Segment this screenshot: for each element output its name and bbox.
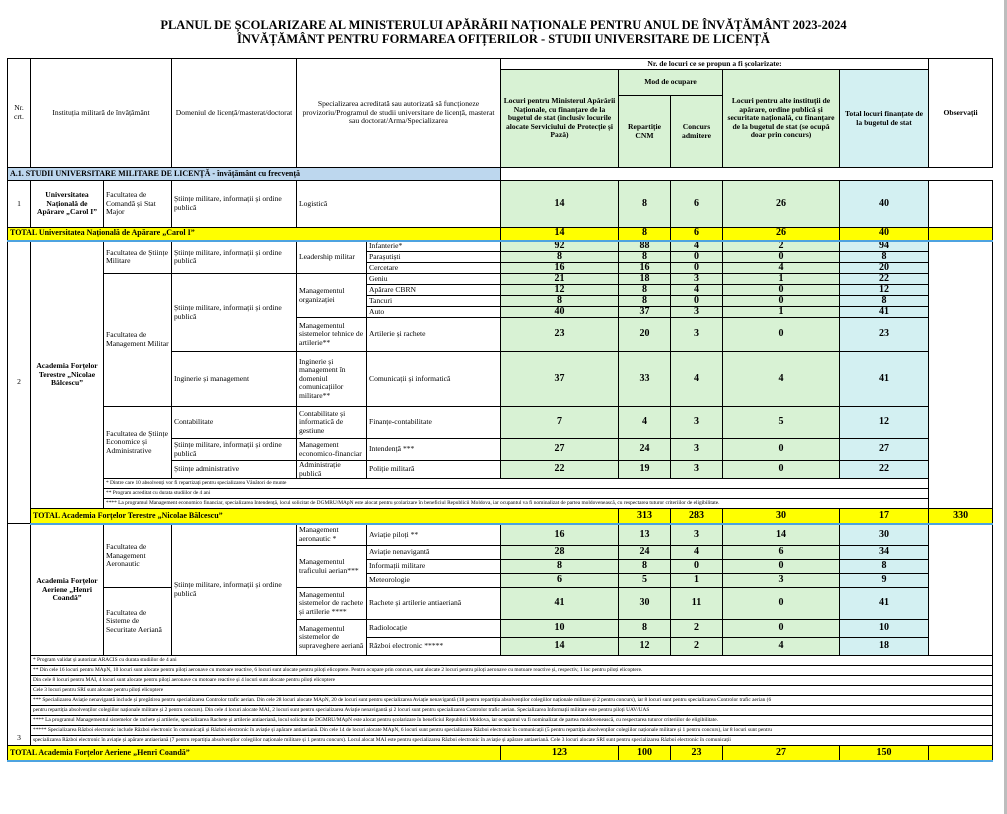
institution-name: Academia Forțelor Terestre „Nicolae Bălcescu” <box>31 241 104 509</box>
header-cnm: Repartiție CNM <box>619 96 671 168</box>
value-cnm: 5 <box>619 574 671 588</box>
program-name: Management aeronautic * <box>297 524 367 546</box>
specialization-name: Tancuri <box>367 296 501 307</box>
value-other: 26 <box>723 181 840 228</box>
value-admission: 1 <box>671 574 723 588</box>
value-total: 22 <box>840 461 929 479</box>
value-admission: 3 <box>671 461 723 479</box>
value-admission: 2 <box>671 638 723 656</box>
row-nr: 3 <box>8 524 31 746</box>
value-total: 27 <box>840 439 929 461</box>
value-admission: 3 <box>671 407 723 439</box>
total-admission: 6 <box>671 228 723 241</box>
faculty-name: Facultatea de Management Militar <box>104 274 172 407</box>
header-admission: Concurs admitere <box>671 96 723 168</box>
value-other: 6 <box>723 546 840 560</box>
value-other: 0 <box>723 560 840 574</box>
value-cnm: 24 <box>619 546 671 560</box>
value-cnm: 20 <box>619 318 671 352</box>
domain-name: Științe militare, informații și ordine publică <box>172 241 297 274</box>
value-other: 0 <box>723 620 840 638</box>
value-mapn: 16 <box>501 263 619 274</box>
domain-name: Științe militare, informații și ordine publică <box>172 181 297 228</box>
specialization-name: Război electronic ***** <box>367 638 501 656</box>
footnote: * Program validat și autorizat ARACIS cu durata studiilor de 4 ani <box>31 656 993 666</box>
value-mapn: 14 <box>501 181 619 228</box>
header-seats: Nr. de locuri ce se propun a fi școlarizate: <box>501 59 929 70</box>
value-total: 41 <box>840 352 929 407</box>
total-total: 150 <box>840 746 929 761</box>
value-cnm: 8 <box>619 285 671 296</box>
value-admission: 4 <box>671 241 723 252</box>
value-total: 41 <box>840 307 929 318</box>
total-total: 330 <box>929 509 993 524</box>
value-mapn: 10 <box>501 620 619 638</box>
domain-name: Contabilitate <box>172 407 297 439</box>
value-mapn: 16 <box>501 524 619 546</box>
total-total: 40 <box>840 228 929 241</box>
header-domain: Domeniul de licență/masterat/doctorat <box>172 59 297 168</box>
value-cnm: 8 <box>619 560 671 574</box>
header-observations: Observații <box>929 59 993 168</box>
value-cnm: 88 <box>619 241 671 252</box>
footnote: Cele 3 locuri pentru SRI sunt alocate pentru piloți elicoptere <box>31 686 993 696</box>
value-mapn: 22 <box>501 461 619 479</box>
value-total: 34 <box>840 546 929 560</box>
specialization-name: Infanterie* <box>367 241 501 252</box>
value-other: 0 <box>723 296 840 307</box>
value-cnm: 19 <box>619 461 671 479</box>
value-other: 4 <box>723 263 840 274</box>
program-name: Managementul sistemelor tehnice de artilerie** <box>297 318 367 352</box>
institution-name: Universitatea Națională de Apărare „Carol I” <box>31 181 104 228</box>
value-mapn: 8 <box>501 252 619 263</box>
specialization-name: Aviație nenavigantă <box>367 546 501 560</box>
faculty-name: Facultatea de Sisteme de Securitate Aeriană <box>104 588 172 656</box>
value-admission: 4 <box>671 352 723 407</box>
value-admission: 4 <box>671 285 723 296</box>
footnote: specializarea Război electronic în aviație și apărare antiaeriană (7 pentru repartiția absolvenților colegiilor naționale militare și 1 pentru concurs). Locul alocat MAI este pentru specializarea Război electronic în aviație și apărare antiaeriană. Cele 3 locuri alocate SRI sunt pentru specializarea Război electronic în comunicații <box>31 736 993 746</box>
total-other: 27 <box>723 746 840 761</box>
value-cnm: 24 <box>619 439 671 461</box>
section-heading: A.1. STUDII UNIVERSITARE MILITARE DE LICENȚĂ - învățământ cu frecvență <box>8 168 501 181</box>
total-cnm: 100 <box>619 746 671 761</box>
value-total: 20 <box>840 263 929 274</box>
header-institution: Instituția militară de învățământ <box>31 59 172 168</box>
specialization-name: Radiolocație <box>367 620 501 638</box>
value-mapn: 37 <box>501 352 619 407</box>
specialization-name: Artilerie și rachete <box>367 318 501 352</box>
value-other: 4 <box>723 638 840 656</box>
footnote: * Dintre care 10 absolvenți vor fi repartizați pentru specializarea Vânători de munte <box>104 479 993 489</box>
specialization-name: Informații militare <box>367 560 501 574</box>
value-total: 40 <box>840 181 929 228</box>
value-admission: 3 <box>671 318 723 352</box>
value-other: 0 <box>723 285 840 296</box>
value-admission: 4 <box>671 546 723 560</box>
total-other: 17 <box>840 509 929 524</box>
specialization-name: Poliție militară <box>367 461 501 479</box>
faculty-name: Facultatea de Științe Economice și Administrative <box>104 407 172 479</box>
total-mapn: 123 <box>501 746 619 761</box>
row-nr: 2 <box>8 241 31 524</box>
domain-name: Științe militare, informații și ordine publică <box>172 274 297 352</box>
total-mapn: 313 <box>619 509 671 524</box>
value-cnm: 8 <box>619 620 671 638</box>
specialization-name: Finanțe-contabilitate <box>367 407 501 439</box>
program-name: Contabilitate și informatică de gestiune <box>297 407 367 439</box>
program-name: Administrație publică <box>297 461 367 479</box>
value-total: 8 <box>840 252 929 263</box>
specialization-name: Intendență *** <box>367 439 501 461</box>
value-cnm: 8 <box>619 296 671 307</box>
value-mapn: 7 <box>501 407 619 439</box>
footnote: ** Din cele 16 locuri pentru MApN, 10 locuri sunt alocate pentru piloți aeronave cu motoare reactive, 6 locuri sunt alocate pentru piloți elicoptere. Pentru ocupare prin concurs, sunt alocate 2 locuri pentru piloți aeronave cu motoare reactive și, respectiv, 1 loc pentru piloți elicoptere. <box>31 666 993 676</box>
total-cnm: 8 <box>619 228 671 241</box>
value-cnm: 12 <box>619 638 671 656</box>
value-mapn: 41 <box>501 588 619 620</box>
domain-name: Științe militare, informații și ordine publică <box>172 524 297 656</box>
value-cnm: 16 <box>619 263 671 274</box>
value-other: 0 <box>723 588 840 620</box>
total-label: TOTAL Academia Forțelor Terestre „Nicolae Bălcescu” <box>31 509 619 524</box>
footnote: *** Specializarea Aviație nenavigantă include și pregătirea pentru specializarea Controlor trafic aerian. Din cele 28 locuri alocate MApN, 20 de locuri sunt pentru specializarea Aviație nenavigantă (18 pentru repartiția absolvenților colegiilor naționale militare și 2 pentru concurs), iar 8 locuri sunt pentru specializarea Controlor trafic aerian (6 <box>31 696 993 706</box>
footnote: **** La programul Managementul sistemelor de rachete și artilerie, specializarea Rachete și artilerie antiaeriană, locul solicitat de DGMRU/MApN este alocat pentru școlarizare în beneficiul Republicii Moldova, iar ocupantul va fi nominalizat de partea moldovenească, cu respectarea tuturor criteriilor de eligibilitate. <box>31 716 993 726</box>
value-total: 23 <box>840 318 929 352</box>
value-mapn: 27 <box>501 439 619 461</box>
value-mapn: 23 <box>501 318 619 352</box>
specialization-name: Parașutiști <box>367 252 501 263</box>
header-nr: Nr. crt. <box>8 59 31 168</box>
specialization-name: Comunicații și informatică <box>367 352 501 407</box>
value-mapn: 8 <box>501 296 619 307</box>
value-mapn: 28 <box>501 546 619 560</box>
total-label: TOTAL Academia Forțelor Aeriene „Henri Coandă” <box>8 746 501 761</box>
value-cnm: 30 <box>619 588 671 620</box>
value-admission: 3 <box>671 439 723 461</box>
value-total: 12 <box>840 407 929 439</box>
header-other-institutions: Locuri pentru alte instituții de apărare, ordine publică și securitate națională, cu finanțare de la bugetul de stat (se ocupă doar prin concurs) <box>723 70 840 168</box>
specialization-name: Aviație piloți ** <box>367 524 501 546</box>
value-total: 30 <box>840 524 929 546</box>
footnote: pentru repartiția absolvenților colegiilor naționale militare și 2 pentru concurs). Din cele 4 locuri alocate MAI, 2 locuri sunt pentru specializarea Aviație nenavigantă și 2 locuri sunt pentru specializarea Controlor trafic aerian. Specializarea Informații militare este pentru piloți UAV/UAS <box>31 706 993 716</box>
value-mapn: 40 <box>501 307 619 318</box>
value-mapn: 6 <box>501 574 619 588</box>
value-admission: 0 <box>671 263 723 274</box>
value-other: 0 <box>723 318 840 352</box>
faculty-name: Facultatea de Științe Militare <box>104 241 172 274</box>
specialization-name: Logistică <box>297 181 501 228</box>
value-admission: 2 <box>671 620 723 638</box>
value-total: 10 <box>840 620 929 638</box>
specialization-name: Rachete și artilerie antiaeriană <box>367 588 501 620</box>
schooling-plan-table <box>7 58 993 762</box>
program-name: Inginerie și management în domeniul comunicațiilor militare** <box>297 352 367 407</box>
value-cnm: 33 <box>619 352 671 407</box>
value-total: 9 <box>840 574 929 588</box>
value-cnm: 4 <box>619 407 671 439</box>
value-mapn: 8 <box>501 560 619 574</box>
total-mapn: 14 <box>501 228 619 241</box>
program-name: Managementul traficului aerian*** <box>297 546 367 588</box>
value-admission: 0 <box>671 296 723 307</box>
program-name: Management economico-financiar <box>297 439 367 461</box>
document-title-line1: PLANUL DE ȘCOLARIZARE AL MINISTERULUI APĂRĂRII NAȚIONALE PENTRU ANUL DE ÎNVĂȚĂMÂNT 2023-2024 <box>160 18 847 32</box>
value-other: 3 <box>723 574 840 588</box>
specialization-name: Cercetare <box>367 263 501 274</box>
total-admission: 30 <box>723 509 840 524</box>
value-total: 8 <box>840 296 929 307</box>
institution-name: Academia Forțelor Aeriene „Henri Coandă” <box>31 524 104 656</box>
value-other: 0 <box>723 461 840 479</box>
value-other: 1 <box>723 307 840 318</box>
value-other: 1 <box>723 274 840 285</box>
value-total: 22 <box>840 274 929 285</box>
domain-name: Inginerie și management <box>172 352 297 407</box>
total-cnm: 283 <box>671 509 723 524</box>
value-other: 0 <box>723 252 840 263</box>
program-name: Leadership militar <box>297 241 367 274</box>
value-cnm: 8 <box>619 181 671 228</box>
header-mapn-seats: Locuri pentru Ministerul Apărării Naționale, cu finanțare de la bugetul de stat (inclusiv locurile alocate Serviciului de Protecție și Pază) <box>501 70 619 168</box>
header-occupation-mode: Mod de ocupare <box>619 70 723 96</box>
footnote: Din cele 8 locuri pentru MAI, 4 locuri sunt alocate pentru piloți aeronave cu motoare reactive și 4 locuri sunt alocate pentru piloți elicoptere <box>31 676 993 686</box>
value-other: 5 <box>723 407 840 439</box>
value-admission: 3 <box>671 307 723 318</box>
value-total: 8 <box>840 560 929 574</box>
value-cnm: 13 <box>619 524 671 546</box>
program-name: Managementul sistemelor de supraveghere aeriană <box>297 620 367 656</box>
header-specialization: Specializarea acreditată sau autorizată să funcționeze provizoriu/Programul de studii universitare de licență, masterat sau doctorat/Arma/Specializarea <box>297 59 501 168</box>
faculty-name: Facultatea de Comandă și Stat Major <box>104 181 172 228</box>
value-other: 4 <box>723 352 840 407</box>
value-admission: 0 <box>671 560 723 574</box>
total-admission: 23 <box>671 746 723 761</box>
program-name: Managementul organizației <box>297 274 367 318</box>
value-other: 2 <box>723 241 840 252</box>
value-admission: 6 <box>671 181 723 228</box>
value-admission: 3 <box>671 524 723 546</box>
faculty-name: Facultatea de Management Aeronautic <box>104 524 172 588</box>
value-cnm: 37 <box>619 307 671 318</box>
value-total: 94 <box>840 241 929 252</box>
domain-name: Științe administrative <box>172 461 297 479</box>
specialization-name: Auto <box>367 307 501 318</box>
specialization-name: Apărare CBRN <box>367 285 501 296</box>
value-admission: 3 <box>671 274 723 285</box>
footnote: ***** Specializarea Război electronic include Război electronic în comunicații și Război electronic în aviație și apărare antiaeriană. Din cele 14 de locuri alocate MApN, 6 locuri sunt pentru specializarea Război electronic în comunicații (5 pentru repartiția absolvenților colegiilor naționale militare și 1 pentru concurs), iar 8 locuri sunt pentru <box>31 726 993 736</box>
program-name: Managementul sistemelor de rachete și artilerie **** <box>297 588 367 620</box>
value-mapn: 21 <box>501 274 619 285</box>
row-nr: 1 <box>8 181 31 228</box>
document-title-line2: ÎNVĂȚĂMÂNT PENTRU FORMAREA OFIȚERILOR - STUDII UNIVERSITARE DE LICENȚĂ <box>237 32 770 46</box>
value-total: 18 <box>840 638 929 656</box>
value-cnm: 18 <box>619 274 671 285</box>
total-label: TOTAL Universitatea Națională de Apărare „Carol I” <box>8 228 501 241</box>
value-mapn: 12 <box>501 285 619 296</box>
domain-name: Științe militare, informații și ordine publică <box>172 439 297 461</box>
specialization-name: Meteorologie <box>367 574 501 588</box>
value-mapn: 14 <box>501 638 619 656</box>
footnote: ** Program acreditat cu durata studiilor de 4 ani <box>104 489 993 499</box>
value-other: 14 <box>723 524 840 546</box>
specialization-name: Geniu <box>367 274 501 285</box>
value-admission: 0 <box>671 252 723 263</box>
value-mapn: 92 <box>501 241 619 252</box>
footnote: **** La programul Management economico financiar, specializarea Intendență, locul solicitat de DGMRU/MApN este alocat pentru școlarizare în beneficiul Republicii Moldova, iar ocupantul va fi nominalizat de partea moldovenească, cu respectarea tuturor criteriilor de eligibilitate. <box>104 499 993 509</box>
value-other: 0 <box>723 439 840 461</box>
total-other: 26 <box>723 228 840 241</box>
value-total: 41 <box>840 588 929 620</box>
value-total: 12 <box>840 285 929 296</box>
value-cnm: 8 <box>619 252 671 263</box>
header-total: Total locuri finanțate de la bugetul de stat <box>840 70 929 168</box>
value-admission: 11 <box>671 588 723 620</box>
